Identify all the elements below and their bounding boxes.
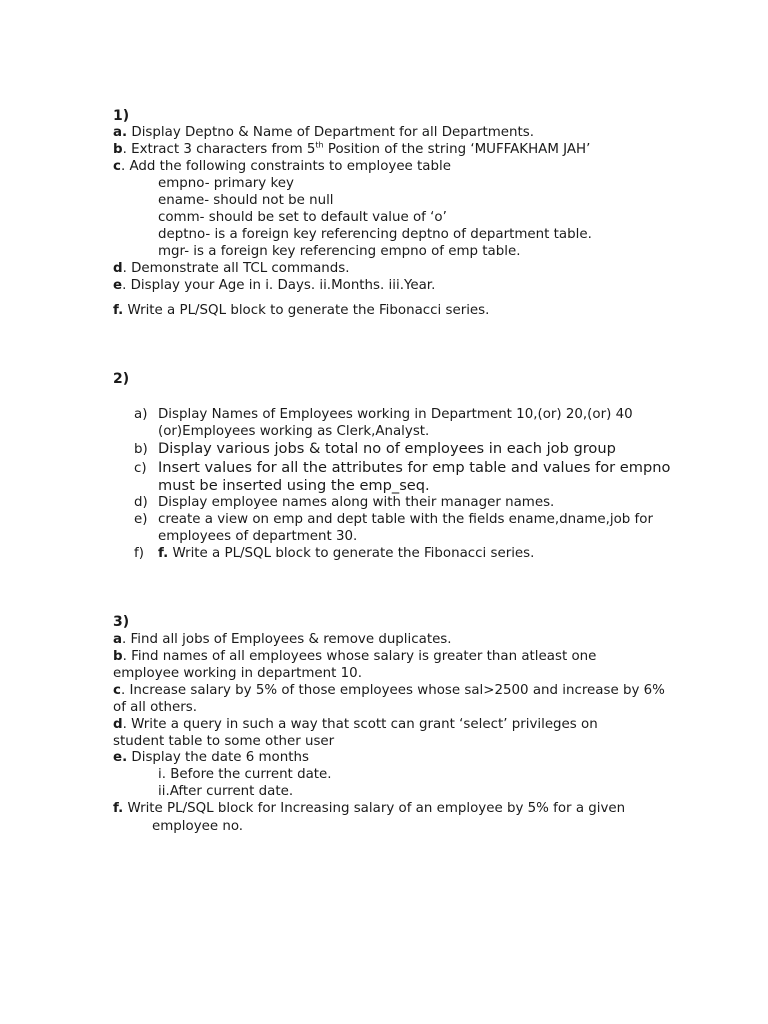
constraint-mgr: mgr- is a foreign key referencing empno of emp table. (158, 244, 521, 259)
q1-d-label: d (113, 261, 123, 276)
section-3-title: 3) (113, 614, 130, 630)
q3-c-continuation: of all others. (113, 700, 197, 715)
q1-a-label: a. (113, 125, 128, 140)
q3-c-label: c (113, 683, 121, 698)
q1-d-text: . Demonstrate all TCL commands. (122, 261, 350, 276)
q3-e-sub-after: ii.After current date. (158, 784, 294, 799)
q1-e-label: e (113, 278, 123, 293)
q1-item-b (113, 141, 590, 158)
q3-f-text: Write PL/SQL block for Increasing salary of an employee by 5% for a given (123, 801, 626, 816)
q2-b-line1: Display various jobs & total no of employees in each job group (158, 440, 616, 457)
q3-d-label: d (113, 717, 123, 732)
q3-a-text: . Find all jobs of Employees & remove duplicates. (122, 632, 452, 647)
q2-item-e (134, 511, 653, 528)
constraint-deptno: deptno- is a foreign key referencing deptno of department table. (158, 227, 592, 242)
section-2-title: 2) (113, 371, 130, 387)
q3-b-text: . Find names of all employees whose salary is greater than atleast one (122, 649, 597, 664)
q2-e-line2: employees of department 30. (158, 529, 358, 544)
constraint-empno: empno- primary key (158, 176, 294, 191)
q2-d-marker: d) (134, 495, 148, 510)
q2-f-line1: Write a PL/SQL block to generate the Fibonacci series. (168, 546, 535, 561)
q3-e-sub-before: i. Before the current date. (158, 767, 332, 782)
q3-b-label: b (113, 649, 123, 664)
q1-c-label: c (113, 159, 121, 174)
q2-item-c (134, 459, 670, 477)
q2-c-marker: c) (134, 461, 147, 476)
q2-item-a (134, 406, 633, 423)
q3-item-c (113, 682, 665, 699)
q2-item-d (134, 494, 554, 511)
q1-e-text: . Display your Age in i. Days. ii.Months. iii.Year. (122, 278, 436, 293)
q1-c-text: . Add the following constraints to employee table (120, 159, 451, 174)
q2-e-line1: create a view on emp and dept table with the fields ename,dname,job for (158, 512, 653, 527)
q1-b-text-post: Position of the string ‘MUFFAKHAM JAH’ (323, 142, 591, 157)
q2-a-line1: Display Names of Employees working in Department 10,(or) 20,(or) 40 (158, 407, 633, 422)
q3-item-a (113, 631, 452, 648)
q3-item-d (113, 716, 598, 733)
q3-item-f (113, 800, 625, 817)
q1-b-text-pre: . Extract 3 characters from 5 (122, 142, 316, 157)
q3-item-b (113, 648, 596, 665)
q3-b-continuation: employee working in department 10. (113, 666, 362, 681)
q3-item-e (113, 749, 309, 766)
q3-f-label: f. (113, 801, 124, 816)
q1-a-text: Display Deptno & Name of Department for all Departments. (127, 125, 534, 140)
q3-d-text: . Write a query in such a way that scott can grant ‘select’ privileges on (122, 717, 598, 732)
q1-b-superscript: th (315, 140, 324, 150)
q2-item-b (134, 440, 616, 458)
q1-f-text: Write a PL/SQL block to generate the Fibonacci series. (123, 303, 490, 318)
q2-f-label: f. (158, 546, 169, 561)
constraint-comm: comm- should be set to default value of ‘o’ (158, 210, 447, 225)
q3-e-label: e. (113, 750, 128, 765)
q2-a-marker: a) (134, 407, 148, 422)
q3-c-text: . Increase salary by 5% of those employees whose sal>2500 and increase by 6% (120, 683, 665, 698)
q1-item-d (113, 260, 350, 277)
section-1-title: 1) (113, 108, 130, 124)
q3-e-text: Display the date 6 months (127, 750, 309, 765)
q3-d-continuation: student table to some other user (113, 734, 335, 749)
q2-b-marker: b) (134, 442, 148, 457)
q1-item-f (113, 302, 489, 319)
q1-item-c (113, 158, 451, 175)
q2-c-line2: must be inserted using the emp_seq. (158, 477, 430, 494)
constraint-ename: ename- should not be null (158, 193, 334, 208)
q1-item-e (113, 277, 435, 294)
q2-f-marker: f) (134, 546, 144, 561)
q2-e-marker: e) (134, 512, 148, 527)
q2-c-line1: Insert values for all the attributes for emp table and values for empno (158, 459, 671, 476)
q2-a-line2: (or)Employees working as Clerk,Analyst. (158, 424, 430, 439)
q2-d-line1: Display employee names along with their manager names. (158, 495, 555, 510)
q1-item-a (113, 124, 534, 141)
q2-item-f (134, 545, 534, 562)
q3-a-label: a (113, 632, 123, 647)
q1-f-label: f. (113, 303, 124, 318)
q3-f-continuation: employee no. (152, 819, 244, 834)
q1-b-label: b (113, 142, 123, 157)
